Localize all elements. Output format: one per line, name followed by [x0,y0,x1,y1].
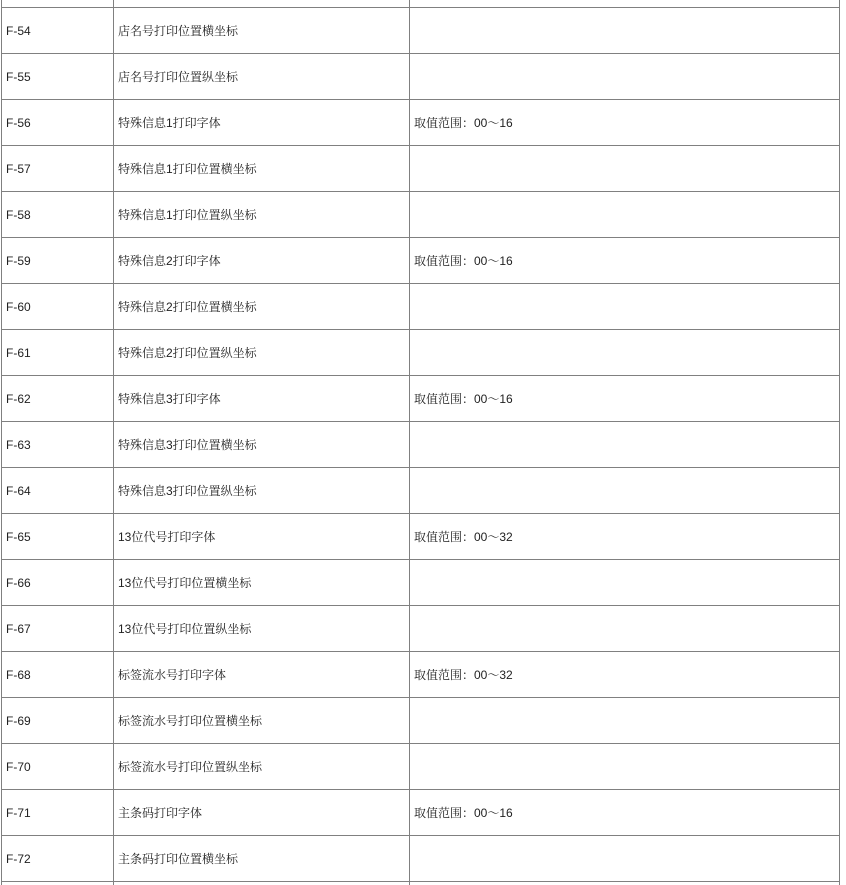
param-code-cell [2,882,114,885]
param-range-cell [410,836,840,882]
parameter-table-body [2,0,840,885]
param-code-cell: F-62 [2,376,114,422]
param-name-cell: 店名号打印位置纵坐标 [114,54,410,100]
param-name-cell: 13位代号打印位置纵坐标 [114,606,410,652]
param-name-cell: 特殊信息1打印位置横坐标 [114,146,410,192]
param-range-cell [410,146,840,192]
param-name-cell: 主条码打印位置横坐标 [114,836,410,882]
param-range-cell [410,882,840,885]
param-code-cell: F-61 [2,330,114,376]
param-code-cell: F-54 [2,8,114,54]
param-name-cell: 13位代号打印字体 [114,514,410,560]
param-range-cell [410,560,840,606]
param-range-cell [410,330,840,376]
param-code-cell: F-66 [2,560,114,606]
param-code-cell: F-64 [2,468,114,514]
table-row [2,330,840,376]
table-row [2,790,840,836]
param-name-cell: 特殊信息2打印位置纵坐标 [114,330,410,376]
table-row-partial-bottom [2,882,840,885]
table-row [2,192,840,238]
param-range-cell [410,54,840,100]
param-name-cell [114,882,410,885]
param-name-cell: 店名号打印位置横坐标 [114,8,410,54]
param-range-cell [410,8,840,54]
param-range-cell [410,468,840,514]
param-name-cell: 特殊信息1打印位置纵坐标 [114,192,410,238]
parameter-table [1,0,840,885]
table-row [2,652,840,698]
param-name-cell: 标签流水号打印位置纵坐标 [114,744,410,790]
table-row [2,100,840,146]
table-row [2,606,840,652]
param-range-cell [410,698,840,744]
param-range-cell: 取值范围：00～16 [410,376,840,422]
param-range-cell [410,0,840,8]
param-range-cell: 取值范围：00～16 [410,790,840,836]
table-row [2,836,840,882]
param-name-cell: 主条码打印字体 [114,790,410,836]
param-range-cell [410,744,840,790]
param-name-cell: 特殊信息2打印字体 [114,238,410,284]
param-code-cell: F-71 [2,790,114,836]
param-name-cell [114,0,410,8]
table-row [2,744,840,790]
table-row [2,8,840,54]
param-code-cell [2,0,114,8]
table-row [2,146,840,192]
param-code-cell: F-67 [2,606,114,652]
param-name-cell: 特殊信息3打印字体 [114,376,410,422]
param-code-cell: F-70 [2,744,114,790]
param-name-cell: 特殊信息2打印位置横坐标 [114,284,410,330]
param-code-cell: F-58 [2,192,114,238]
param-code-cell: F-63 [2,422,114,468]
param-name-cell: 特殊信息3打印位置纵坐标 [114,468,410,514]
param-range-cell [410,422,840,468]
param-code-cell: F-68 [2,652,114,698]
param-range-cell: 取值范围：00～32 [410,514,840,560]
param-range-cell [410,284,840,330]
param-name-cell: 标签流水号打印位置横坐标 [114,698,410,744]
table-row [2,54,840,100]
param-code-cell: F-59 [2,238,114,284]
param-code-cell: F-65 [2,514,114,560]
table-row [2,422,840,468]
table-row [2,560,840,606]
table-row [2,284,840,330]
param-name-cell: 标签流水号打印字体 [114,652,410,698]
table-row-partial-top [2,0,840,8]
param-code-cell: F-60 [2,284,114,330]
param-range-cell: 取值范围：00～32 [410,652,840,698]
param-range-cell: 取值范围：00～16 [410,100,840,146]
param-code-cell: F-57 [2,146,114,192]
param-name-cell: 特殊信息1打印字体 [114,100,410,146]
param-code-cell: F-55 [2,54,114,100]
param-range-cell [410,606,840,652]
param-code-cell: F-56 [2,100,114,146]
param-range-cell: 取值范围：00～16 [410,238,840,284]
param-code-cell: F-72 [2,836,114,882]
param-name-cell: 13位代号打印位置横坐标 [114,560,410,606]
table-row [2,238,840,284]
table-row [2,514,840,560]
table-row [2,698,840,744]
table-row [2,468,840,514]
table-row [2,376,840,422]
param-range-cell [410,192,840,238]
param-code-cell: F-69 [2,698,114,744]
param-name-cell: 特殊信息3打印位置横坐标 [114,422,410,468]
